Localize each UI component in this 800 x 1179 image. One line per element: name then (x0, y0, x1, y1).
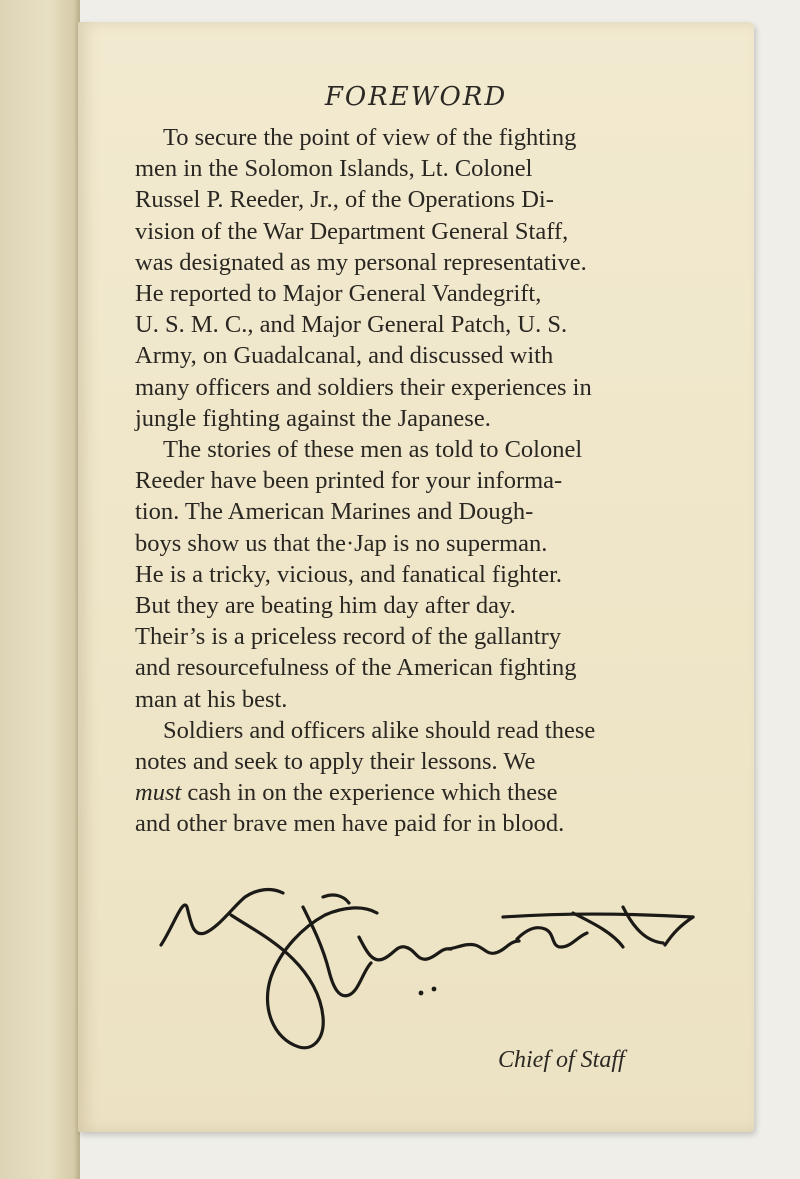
emphasis-word: must (135, 779, 182, 807)
text-line: men in the Solomon Islands, Lt. Colonel (135, 155, 533, 183)
text-line: Reeder have been printed for your informa- (135, 467, 563, 495)
text-line: Russel P. Reeder, Jr., of the Operations Di- (135, 186, 554, 214)
left-page-edge (0, 0, 80, 1179)
text-line: vision of the War Department General Staff, (135, 217, 569, 245)
text-line: boys show us that the·Jap is no superman. (135, 529, 548, 557)
text-line: many officers and soldiers their experiences in (135, 373, 592, 401)
text-line-rest: cash in on the experience which these (187, 779, 558, 807)
text-line: jungle fighting against the Japanese. (135, 404, 491, 432)
paragraph-3 (135, 715, 707, 840)
text-line: The stories of these men as told to Colonel (163, 436, 583, 464)
text-line: But they are beating him day after day. (135, 592, 516, 620)
text-line: notes and seek to apply their lessons. We (135, 748, 536, 776)
text-line: Their’s is a priceless record of the gallantry (135, 623, 562, 651)
signature-caption: Chief of Staff (498, 1047, 625, 1073)
text-line: U. S. M. C., and Major General Patch, U. S. (135, 311, 568, 339)
text-line: He reported to Major General Vandegrift, (135, 280, 542, 308)
text-line: man at his best. (135, 685, 288, 713)
signature-image (153, 867, 713, 1067)
text-line: Army, on Guadalcanal, and discussed with (135, 342, 554, 370)
text-line: Soldiers and officers alike should read these (163, 716, 596, 744)
text-line: and other brave men have paid for in blood. (135, 810, 565, 838)
text-line (135, 777, 707, 808)
paragraph-2 (135, 434, 707, 715)
document-page (78, 22, 754, 1132)
text-line: was designated as my personal representative. (135, 248, 587, 276)
text-line: and resourcefulness of the American fighting (135, 654, 577, 682)
text-line: tion. The American Marines and Dough- (135, 498, 534, 526)
text-line: To secure the point of view of the fighting (163, 124, 577, 151)
body-text (135, 122, 707, 840)
text-line: He is a tricky, vicious, and fanatical fighter. (135, 560, 563, 588)
page-title: FOREWORD (324, 82, 508, 112)
paragraph-1 (135, 122, 707, 434)
